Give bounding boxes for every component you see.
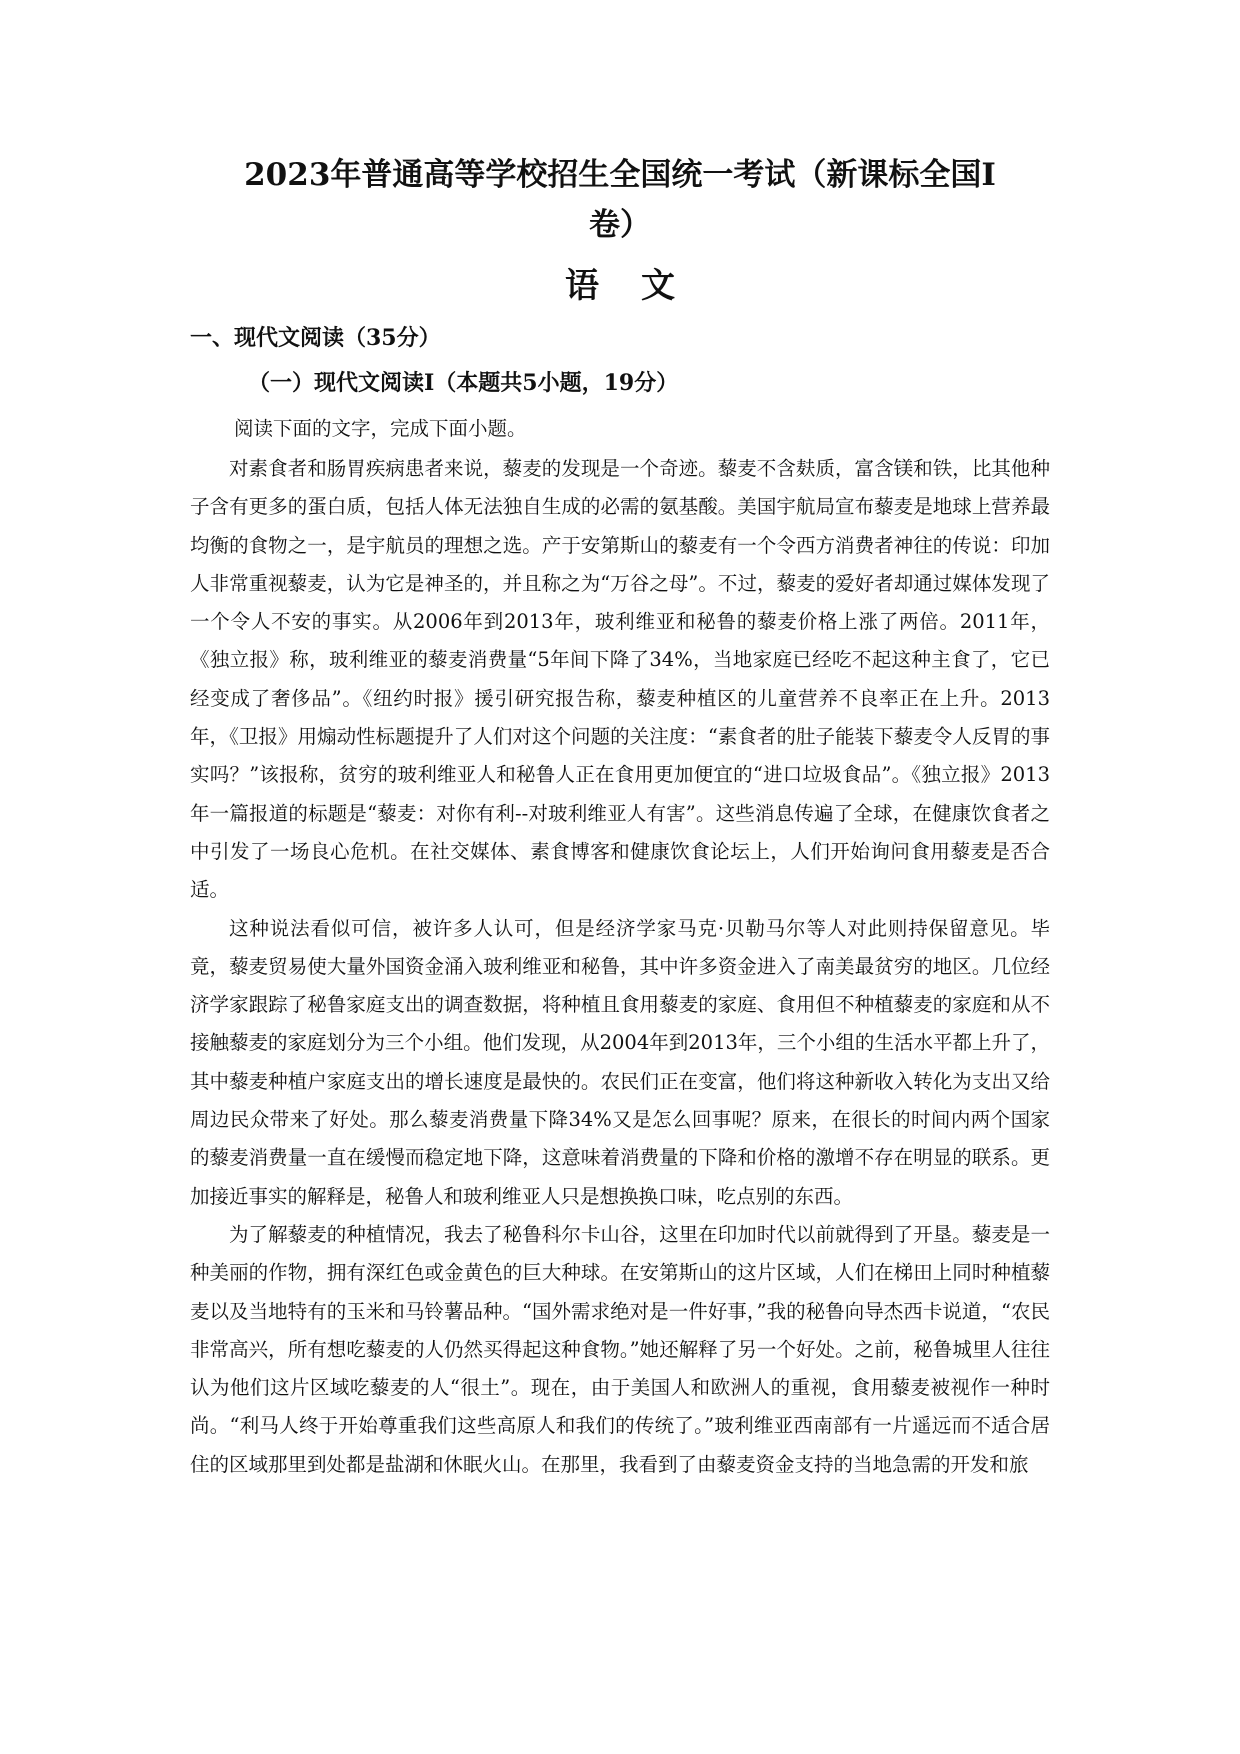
subject-title: 语文 — [565, 266, 717, 306]
section-heading: 一、现代文阅读（35分） — [190, 325, 441, 351]
exam-title-line2: 卷） — [589, 207, 651, 243]
exam-title-line1: 2023年普通高等学校招生全国统一考试（新课标全国Ⅰ — [244, 157, 996, 193]
passage-paragraph-2: 这种说法看似可信，被许多人认可，但是经济学家马克·贝勒马尔等人对此则持保留意见。毕竟，藜麦贸易使大量外国资金涌入玻利维亚和秘鲁，其中许多资金进入了南美最贫穷的地区。几位经济学家跟踪了秘鲁家庭支出的调查数据，将种植且食用藜麦的家庭、食用但不种植藜麦的家庭和从不接触藜麦的家庭划分为三个小组。他们发现，从2004年到2013年，三个小组的生活水平都上升了，其中藜麦种植户家庭支出的增长速度是最快的。农民们正在变富，他们将这种新收入转化为支出又给周边民众带来了好处。那么藜麦消费量下降34%又是怎么回事呢？原来，在很长的时间内两个国家的藜麦消费量一直在缓慢而稳定地下降，这意味着消费量的下降和价格的激增不存在明显的联系。更加接近事实的解释是，秘鲁人和玻利维亚人只是想换换口味，吃点别的东西。 — [190, 916, 1050, 1208]
passage-paragraph-3: 为了解藜麦的种植情况，我去了秘鲁科尔卡山谷，这里在印加时代以前就得到了开垦。藜麦是一种美丽的作物，拥有深红色或金黄色的巨大种球。在安第斯山的这片区域，人们在梯田上同时种植藜麦以及当地特有的玉米和马铃薯品种。“国外需求绝对是一件好事，”我的秘鲁向导杰西卡说道，“农民非常高兴，所有想吃藜麦的人仍然买得起这种食物。”她还解释了另一个好处。之前，秘鲁城里人往往认为他们这片区域吃藜麦的人“很土”。现在，由于美国人和欧洲人的重视，食用藜麦被视作一种时尚。“利马人终于开始尊重我们这些高原人和我们的传统了。”玻利维亚西南部有一片遥远而不适合居住的区域那里到处都是盐湖和休眠火山。在那里，我看到了由藜麦资金支持的当地急需的开发和旅 — [190, 1222, 1050, 1476]
subsection-heading: （一）现代文阅读Ⅰ（本题共5小题，19分） — [248, 370, 679, 396]
reading-passage — [190, 450, 1050, 1484]
passage-paragraph-1: 对素食者和肠胃疾病患者来说，藜麦的发现是一个奇迹。藜麦不含麸质，富含镁和铁，比其他种子含有更多的蛋白质，包括人体无法独自生成的必需的氨基酸。美国宇航局宣布藜麦是地球上营养最均衡的食物之一，是宇航员的理想之选。产于安第斯山的藜麦有一个令西方消费者神往的传说：印加人非常重视藜麦，认为它是神圣的，并且称之为“万谷之母”。不过，藜麦的爱好者却通过媒体发现了一个令人不安的事实。从2006年到2013年，玻利维亚和秘鲁的藜麦价格上涨了两倍。2011年，《独立报》称，玻利维亚的藜麦消费量“5年间下降了34%，当地家庭已经吃不起这种主食了，它已经变成了奢侈品”。《纽约时报》援引研究报告称，藜麦种植区的儿童营养不良率正在上升。2013年，《卫报》用煽动性标题提升了人们对这个问题的关注度：“素食者的肚子能装下藜麦令人反胃的事实吗？”该报称，贫穷的玻利维亚人和秘鲁人正在食用更加便宜的“进口垃圾食品”。《独立报》2013年一篇报道的标题是“藜麦：对你有利--对玻利维亚人有害”。这些消息传遍了全球，在健康饮食者之中引发了一场良心危机。在社交媒体、素食博客和健康饮食论坛上，人们开始询问食用藜麦是否合适。 — [190, 457, 1050, 902]
reading-instruction: 阅读下面的文字，完成下面小题。 — [234, 417, 527, 440]
